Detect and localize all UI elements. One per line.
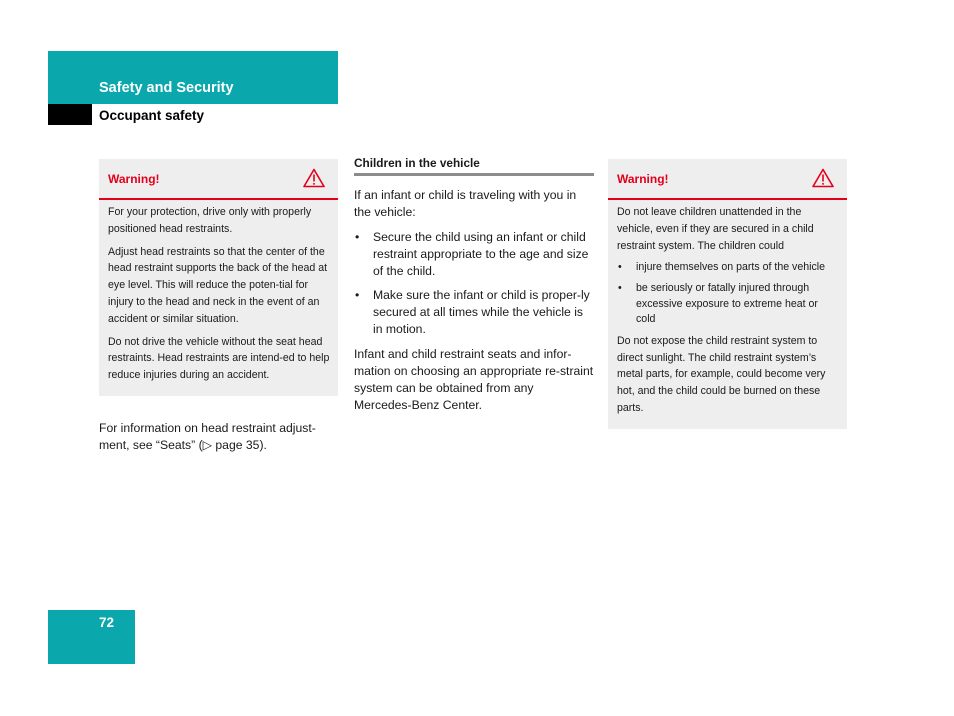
sub-title: Occupant safety [99,108,205,123]
warning-paragraph: Do not drive the vehicle without the seat head restraints. Head restraints are intend-ed to help reduce injuries during an accident. [108,335,330,382]
page-number: 72 [99,615,115,630]
list-item: • be seriously or fatally injured through excessive exposure to extreme heat or cold [617,281,840,328]
intro-text: If an infant or child is traveling with you in the vehicle: [354,188,577,219]
warning-label: Warning! [108,172,160,186]
list-item: • injure themselves on parts of the vehicle [617,260,840,276]
children-section [354,156,594,414]
warning-triangle-icon [303,168,325,188]
warning-paragraph: Adjust head restraints so that the center of the head restraint supports the back of the head at eye level. This will reduce the poten-tial for injury to the head and neck in the event of an accident or similar situation. [108,245,328,325]
section-heading: Children in the vehicle [354,156,594,176]
outro-text: Infant and child restraint seats and infor-mation on choosing an appropriate re-straint system can be obtained from any Mercedes-Benz Center. [354,347,594,412]
warning-header [608,159,847,200]
warning-bullet-list [617,260,840,327]
warning-triangle-icon [812,168,834,188]
header-band [48,51,338,104]
warning-paragraph: Do not expose the child restraint system to direct sunlight. The child restraint system’s metal parts, for example, could become very hot, and the child could be burned on these parts. [617,334,826,414]
warning-label: Warning! [617,172,669,186]
page-tab [48,610,135,664]
head-restraint-reference: For information on head restraint adjust-ment, see “Seats” (▷ page 35). [99,421,316,452]
section-title: Safety and Security [99,80,234,96]
warning-paragraph: For your protection, drive only with properly positioned head restraints. [108,206,312,235]
warning-box-children [608,159,847,429]
section-marker [48,104,92,125]
warning-box-head-restraints [99,159,338,396]
list-item: • Secure the child using an infant or child restraint appropriate to the age and size of the child. [354,229,594,280]
list-item: • Make sure the infant or child is proper-ly secured at all times while the vehicle is in motion. [354,287,594,338]
warning-paragraph: Do not leave children unattended in the vehicle, even if they are secured in a child restraint system. The children could [617,206,814,252]
bullet-list [354,229,594,338]
warning-header [99,159,338,200]
